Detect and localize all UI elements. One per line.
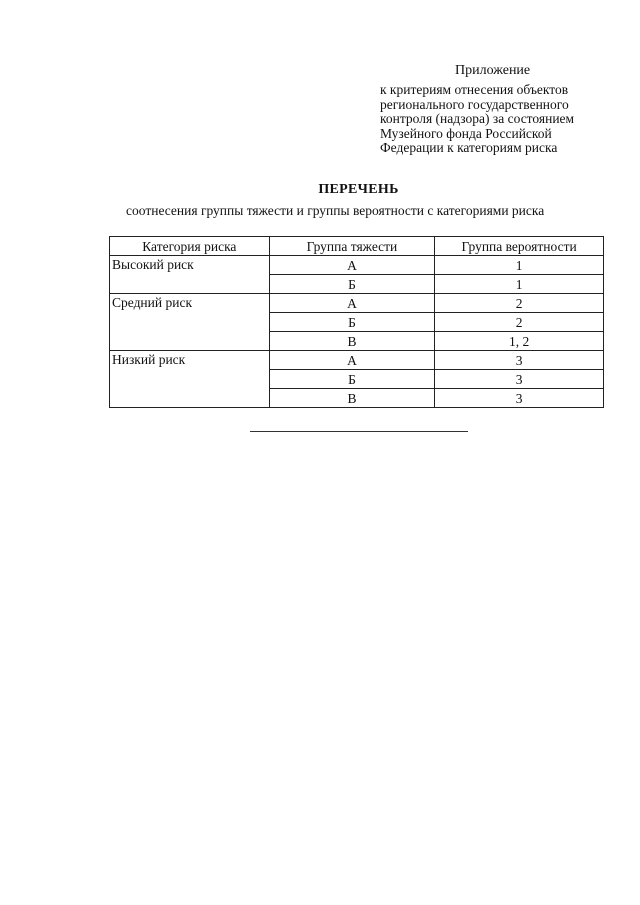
- probability-cell: 1: [435, 256, 604, 275]
- table-row: [110, 351, 604, 370]
- probability-cell: 3: [435, 389, 604, 408]
- risk-category-cell: Высокий риск: [110, 256, 270, 294]
- document-title: ПЕРЕЧЕНЬ: [318, 182, 399, 197]
- probability-cell: 2: [435, 313, 604, 332]
- table-header-row: [110, 237, 604, 256]
- table-row: [110, 294, 604, 313]
- appendix-line: регионального государственного: [380, 96, 569, 112]
- risk-category-cell: Средний риск: [110, 294, 270, 351]
- appendix-line: Музейного фонда Российской: [380, 125, 552, 141]
- header-probability-group: Группа вероятности: [435, 237, 604, 256]
- header-risk-category: Категория риска: [110, 237, 270, 256]
- severity-cell: Б: [269, 275, 435, 294]
- severity-cell: А: [269, 351, 435, 370]
- severity-cell: Б: [269, 313, 435, 332]
- header-severity-group: Группа тяжести: [269, 237, 435, 256]
- probability-cell: 1, 2: [435, 332, 604, 351]
- appendix-line: к критериям отнесения объектов: [380, 82, 569, 97]
- document-subtitle: соотнесения группы тяжести и группы вероятности с категориями риска: [126, 203, 545, 218]
- severity-cell: Б: [269, 370, 435, 389]
- probability-cell: 2: [435, 294, 604, 313]
- probability-cell: 3: [435, 370, 604, 389]
- risk-category-table: [109, 236, 604, 408]
- table-row: [110, 256, 604, 275]
- risk-category-cell: Низкий риск: [110, 351, 270, 408]
- appendix-line: Федерации к категориям риска: [380, 140, 558, 155]
- appendix-line: контроля (надзора) за состоянием: [380, 111, 575, 126]
- severity-cell: А: [269, 294, 435, 313]
- severity-cell: В: [269, 389, 435, 408]
- appendix-title: Приложение: [455, 63, 531, 78]
- probability-cell: 3: [435, 351, 604, 370]
- probability-cell: 1: [435, 275, 604, 294]
- severity-cell: В: [269, 332, 435, 351]
- severity-cell: А: [269, 256, 435, 275]
- appendix-description: [380, 83, 620, 156]
- document-end-divider: [250, 431, 468, 432]
